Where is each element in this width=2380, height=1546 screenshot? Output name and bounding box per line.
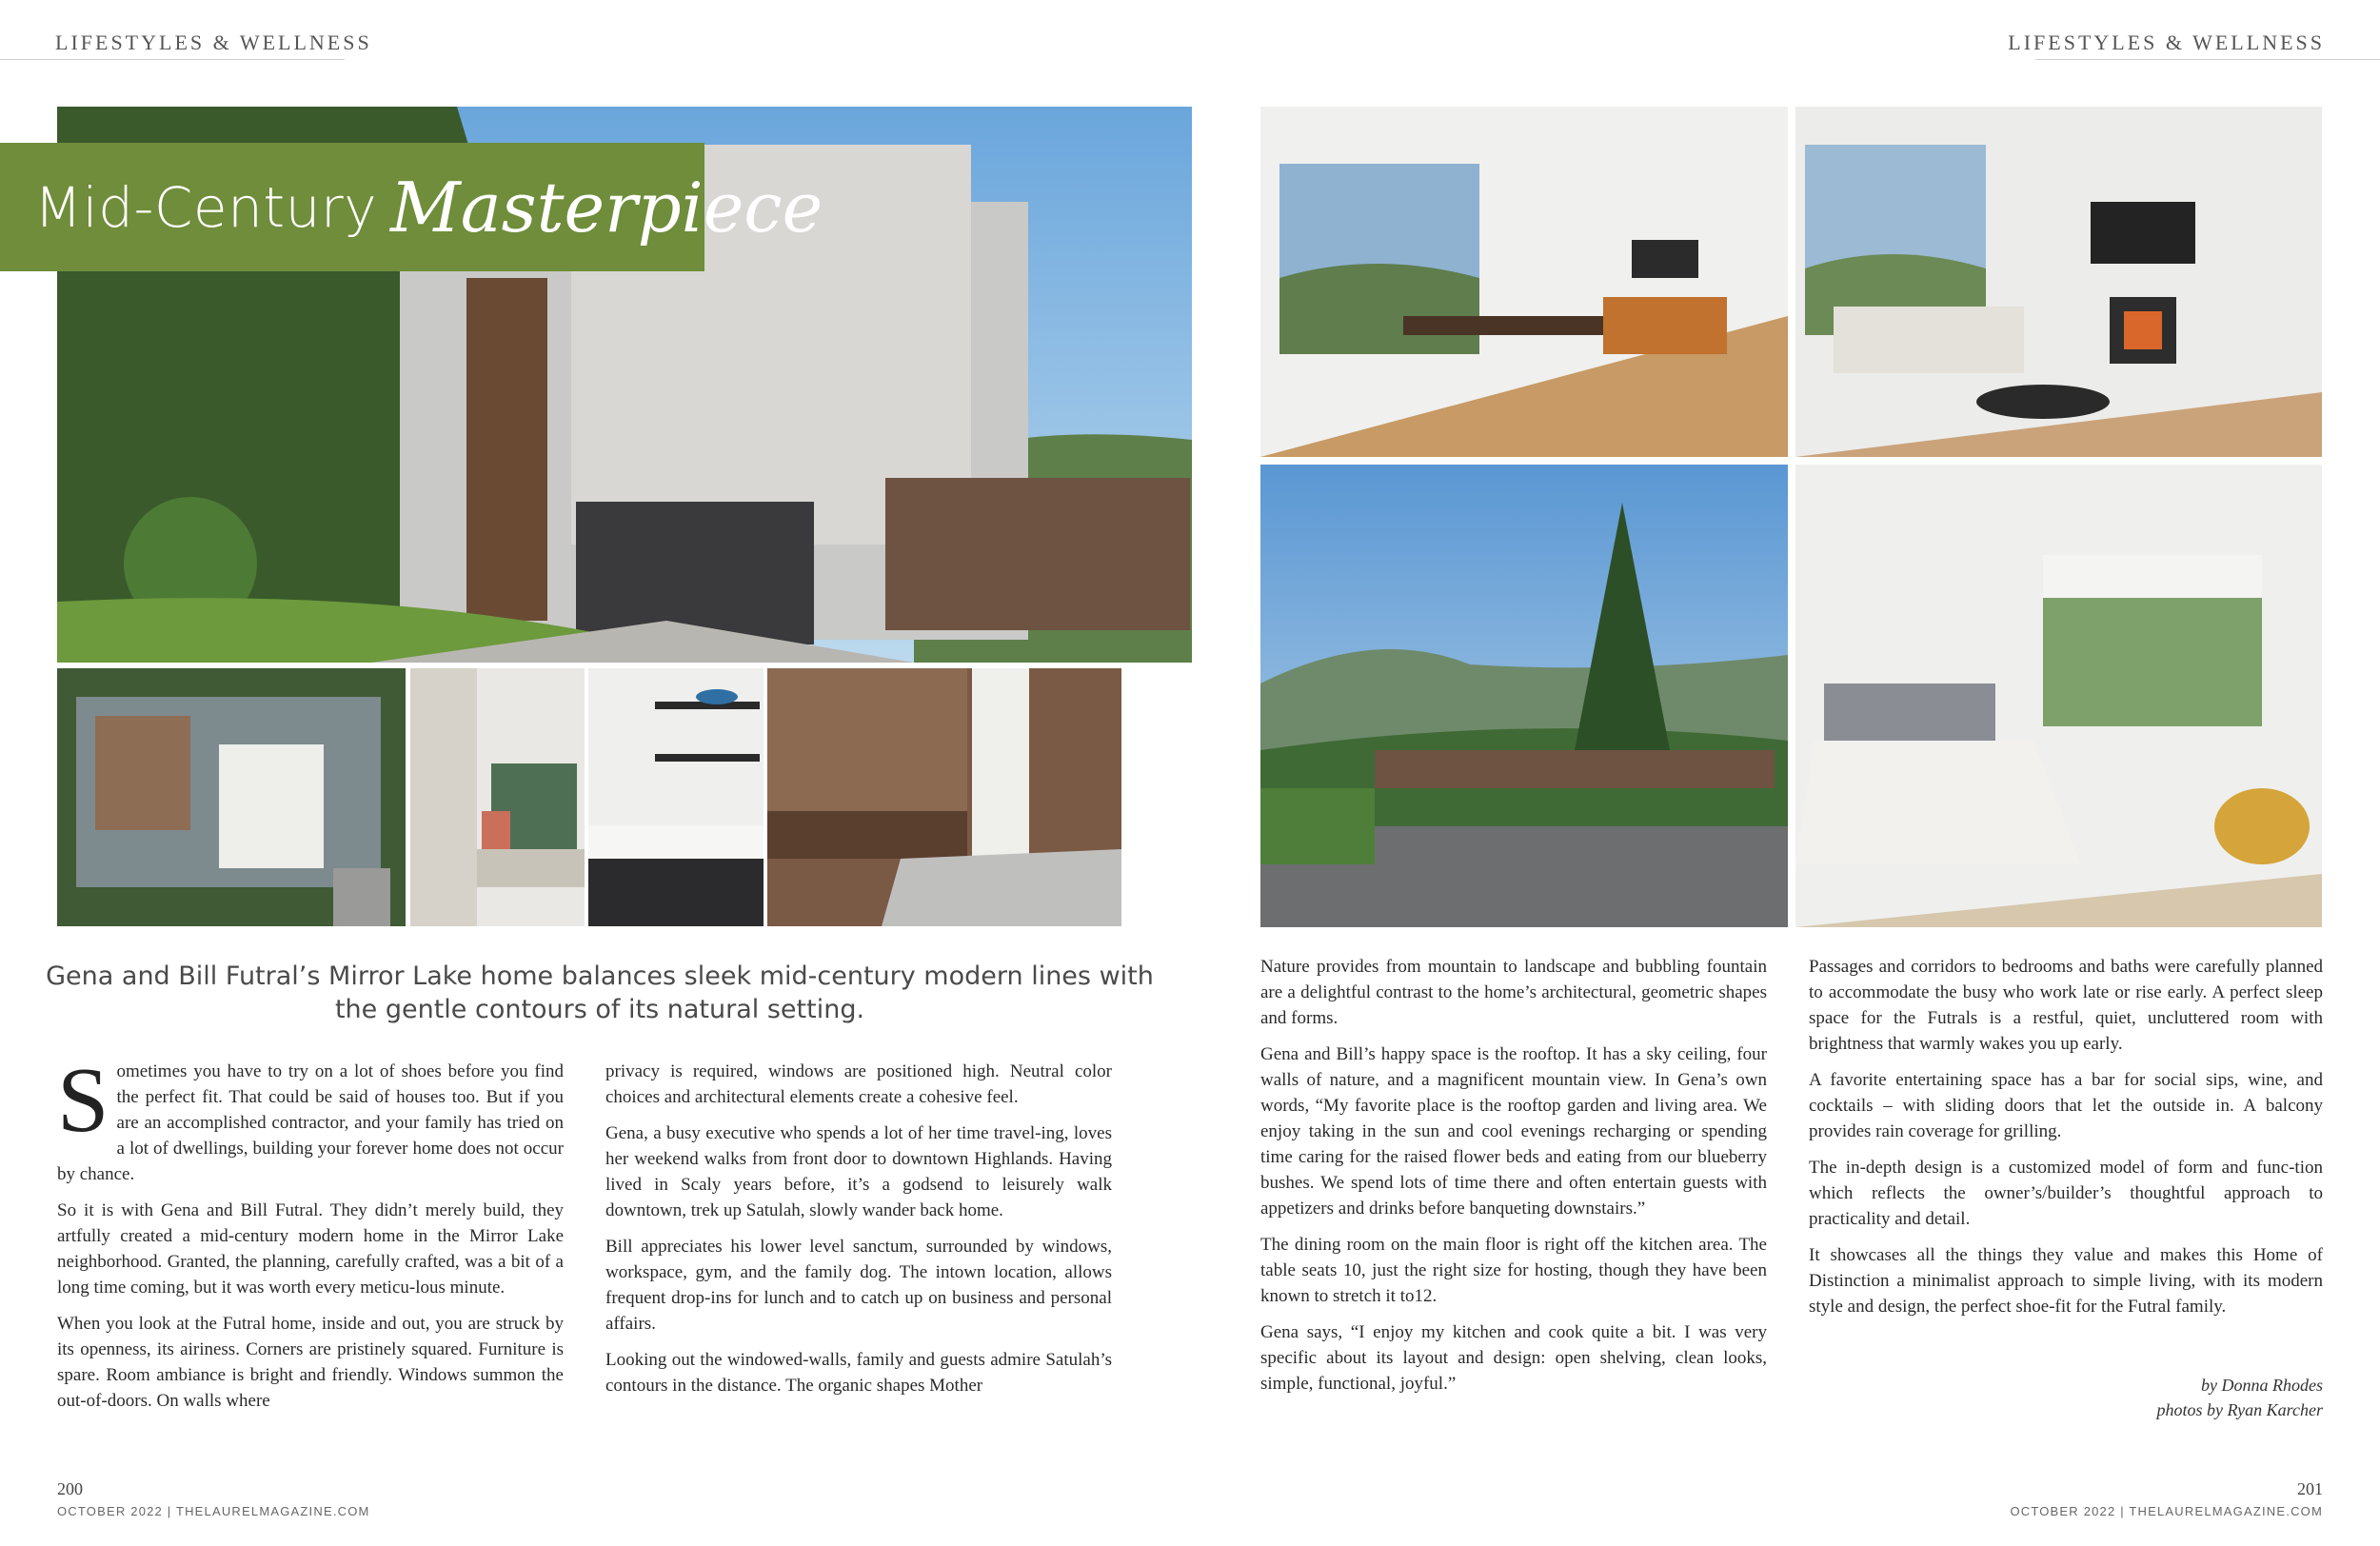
page-number-left: 200 [57, 1479, 83, 1498]
article-column-3 [1260, 954, 1767, 1407]
header-rule-right [2035, 59, 2380, 60]
bedroom-photo [1795, 465, 2322, 927]
section-header-right: LIFESTYLES & WELLNESS [2008, 30, 2325, 54]
article-deck: Gena and Bill Futral’s Mirror Lake home balances sleek mid-century modern lines with the gentle contours of its natural setting. [46, 961, 1154, 1024]
footer-right: OCTOBER 2022 | THELAURELMAGAZINE.COM [2010, 1504, 2323, 1518]
header-rule-left [0, 59, 345, 60]
col2-paragraph-1: privacy is required, windows are positioned high. Neutral color choices and architectural elements create a cohesive feel. [605, 1061, 1112, 1107]
rooftop-aerial-photo [57, 668, 406, 926]
drop-cap: S [57, 1049, 109, 1152]
col3-paragraph-4: Gena says, “I enjoy my kitchen and cook quite a bit. I was very specific about its layout and design: open shelving, clean looks, simple, functional, joyful.” [1260, 1322, 1767, 1394]
col3-paragraph-3: The dining room on the main floor is right off the kitchen area. The table seats 10, just the right size for hosting, though they have been known to stretch it to12. [1260, 1235, 1767, 1306]
col4-paragraph-3: The in-depth design is a customized model of form and func-tion which reflects the owner’s/builder’s thoughtful approach to practicality and detail. [1809, 1158, 2323, 1229]
article-column-2 [605, 1059, 1112, 1409]
title-part-1: Mid-Century [34, 174, 378, 240]
col2-paragraph-4: Looking out the windowed-walls, family and guests admire Satulah’s contours in the distance. The organic shapes Mother [605, 1350, 1112, 1396]
footer-left: OCTOBER 2022 | THELAURELMAGAZINE.COM [57, 1504, 370, 1518]
byline [2157, 1373, 2323, 1422]
section-header-left: LIFESTYLES & WELLNESS [55, 30, 372, 54]
col4-paragraph-2: A favorite entertaining space has a bar for social sips, wine, and cocktails – with sliding doors that let the outside in. A balcony provides rain coverage for grilling. [1809, 1070, 2323, 1141]
rooftop-view-photo [1260, 465, 1788, 927]
col4-paragraph-4: It showcases all the things they value and makes this Home of Distinction a minimalist approach to simple living, with its modern style and design, the perfect shoe-fit for the Futral family. [1809, 1245, 2323, 1317]
col2-paragraph-2: Gena, a busy executive who spends a lot of her time travel-ing, loves her weekend walks from front door to downtown Highlands. Having lived in Scaly years before, it’s a godsend to leisurely walk downtown, trek up Satulah, slowly wander back home. [605, 1123, 1112, 1220]
byline-author: by Donna Rhodes [2201, 1376, 2323, 1395]
dining-room-photo [1260, 107, 1788, 457]
col4-paragraph-1: Passages and corridors to bedrooms and baths were carefully planned to accommodate the busy who work late or rise early. A perfect sleep space for the Futrals is a restful, quiet, uncluttered room with brightness that warmly wakes you up early. [1809, 957, 2323, 1054]
col3-paragraph-1: Nature provides from mountain to landscape and bubbling fountain are a delightful contrast to the home’s architectural, geometric shapes and forms. [1260, 957, 1767, 1028]
col1-paragraph-3: When you look at the Futral home, inside and out, you are struck by its openness, its airiness. Corners are pristinely squared. Furniture is spare. Room ambiance is bright and friendly. Windows summon the out-of-doors. On walls where [57, 1314, 564, 1411]
title-part-2: Masterpiece [390, 167, 823, 248]
article-column-4 [1809, 954, 2323, 1330]
col1-paragraph-1 [57, 1049, 564, 1187]
col1-paragraph-1-text: ometimes you have to try on a lot of shoes before you find the perfect fit. That could be said of houses too. But if you are an accomplished contractor, and your family has tried on a lot of dwellings, building your forever home does not occur by chance. [57, 1061, 564, 1184]
living-room-photo [1795, 107, 2322, 457]
article-column-1 [57, 1049, 564, 1424]
wet-bar-photo [767, 668, 1121, 926]
byline-photos: photos by Ryan Karcher [2156, 1400, 2323, 1419]
page-number-right: 201 [2297, 1479, 2323, 1498]
col2-paragraph-3: Bill appreciates his lower level sanctum, surrounded by windows, workspace, gym, and the family dog. The intown location, allows frequent drop-ins for lunch and to catch up on business and personal affairs. [605, 1237, 1112, 1334]
article-title-banner [0, 143, 823, 271]
reading-nook-photo [410, 668, 585, 926]
col3-paragraph-2: Gena and Bill’s happy space is the rooftop. It has a sky ceiling, four walls of nature, and a magnificent mountain view. In Gena’s own words, “My favorite place is the rooftop garden and living area. We enjoy taking in the sun and cool evenings recharging or spending time caring for the raised flower beds and eating from our blueberry bushes. We spend lots of time there and often entertain guests with appetizers and drinks before banqueting downstairs.” [1260, 1044, 1767, 1219]
kitchen-shelving-photo [588, 668, 764, 926]
col1-paragraph-2: So it is with Gena and Bill Futral. They didn’t merely build, they artfully created a mid-century modern home in the Mirror Lake neighborhood. Granted, the planning, carefully crafted, was a bit of a long time coming, but it was worth every meticu-lous minute. [57, 1200, 564, 1298]
